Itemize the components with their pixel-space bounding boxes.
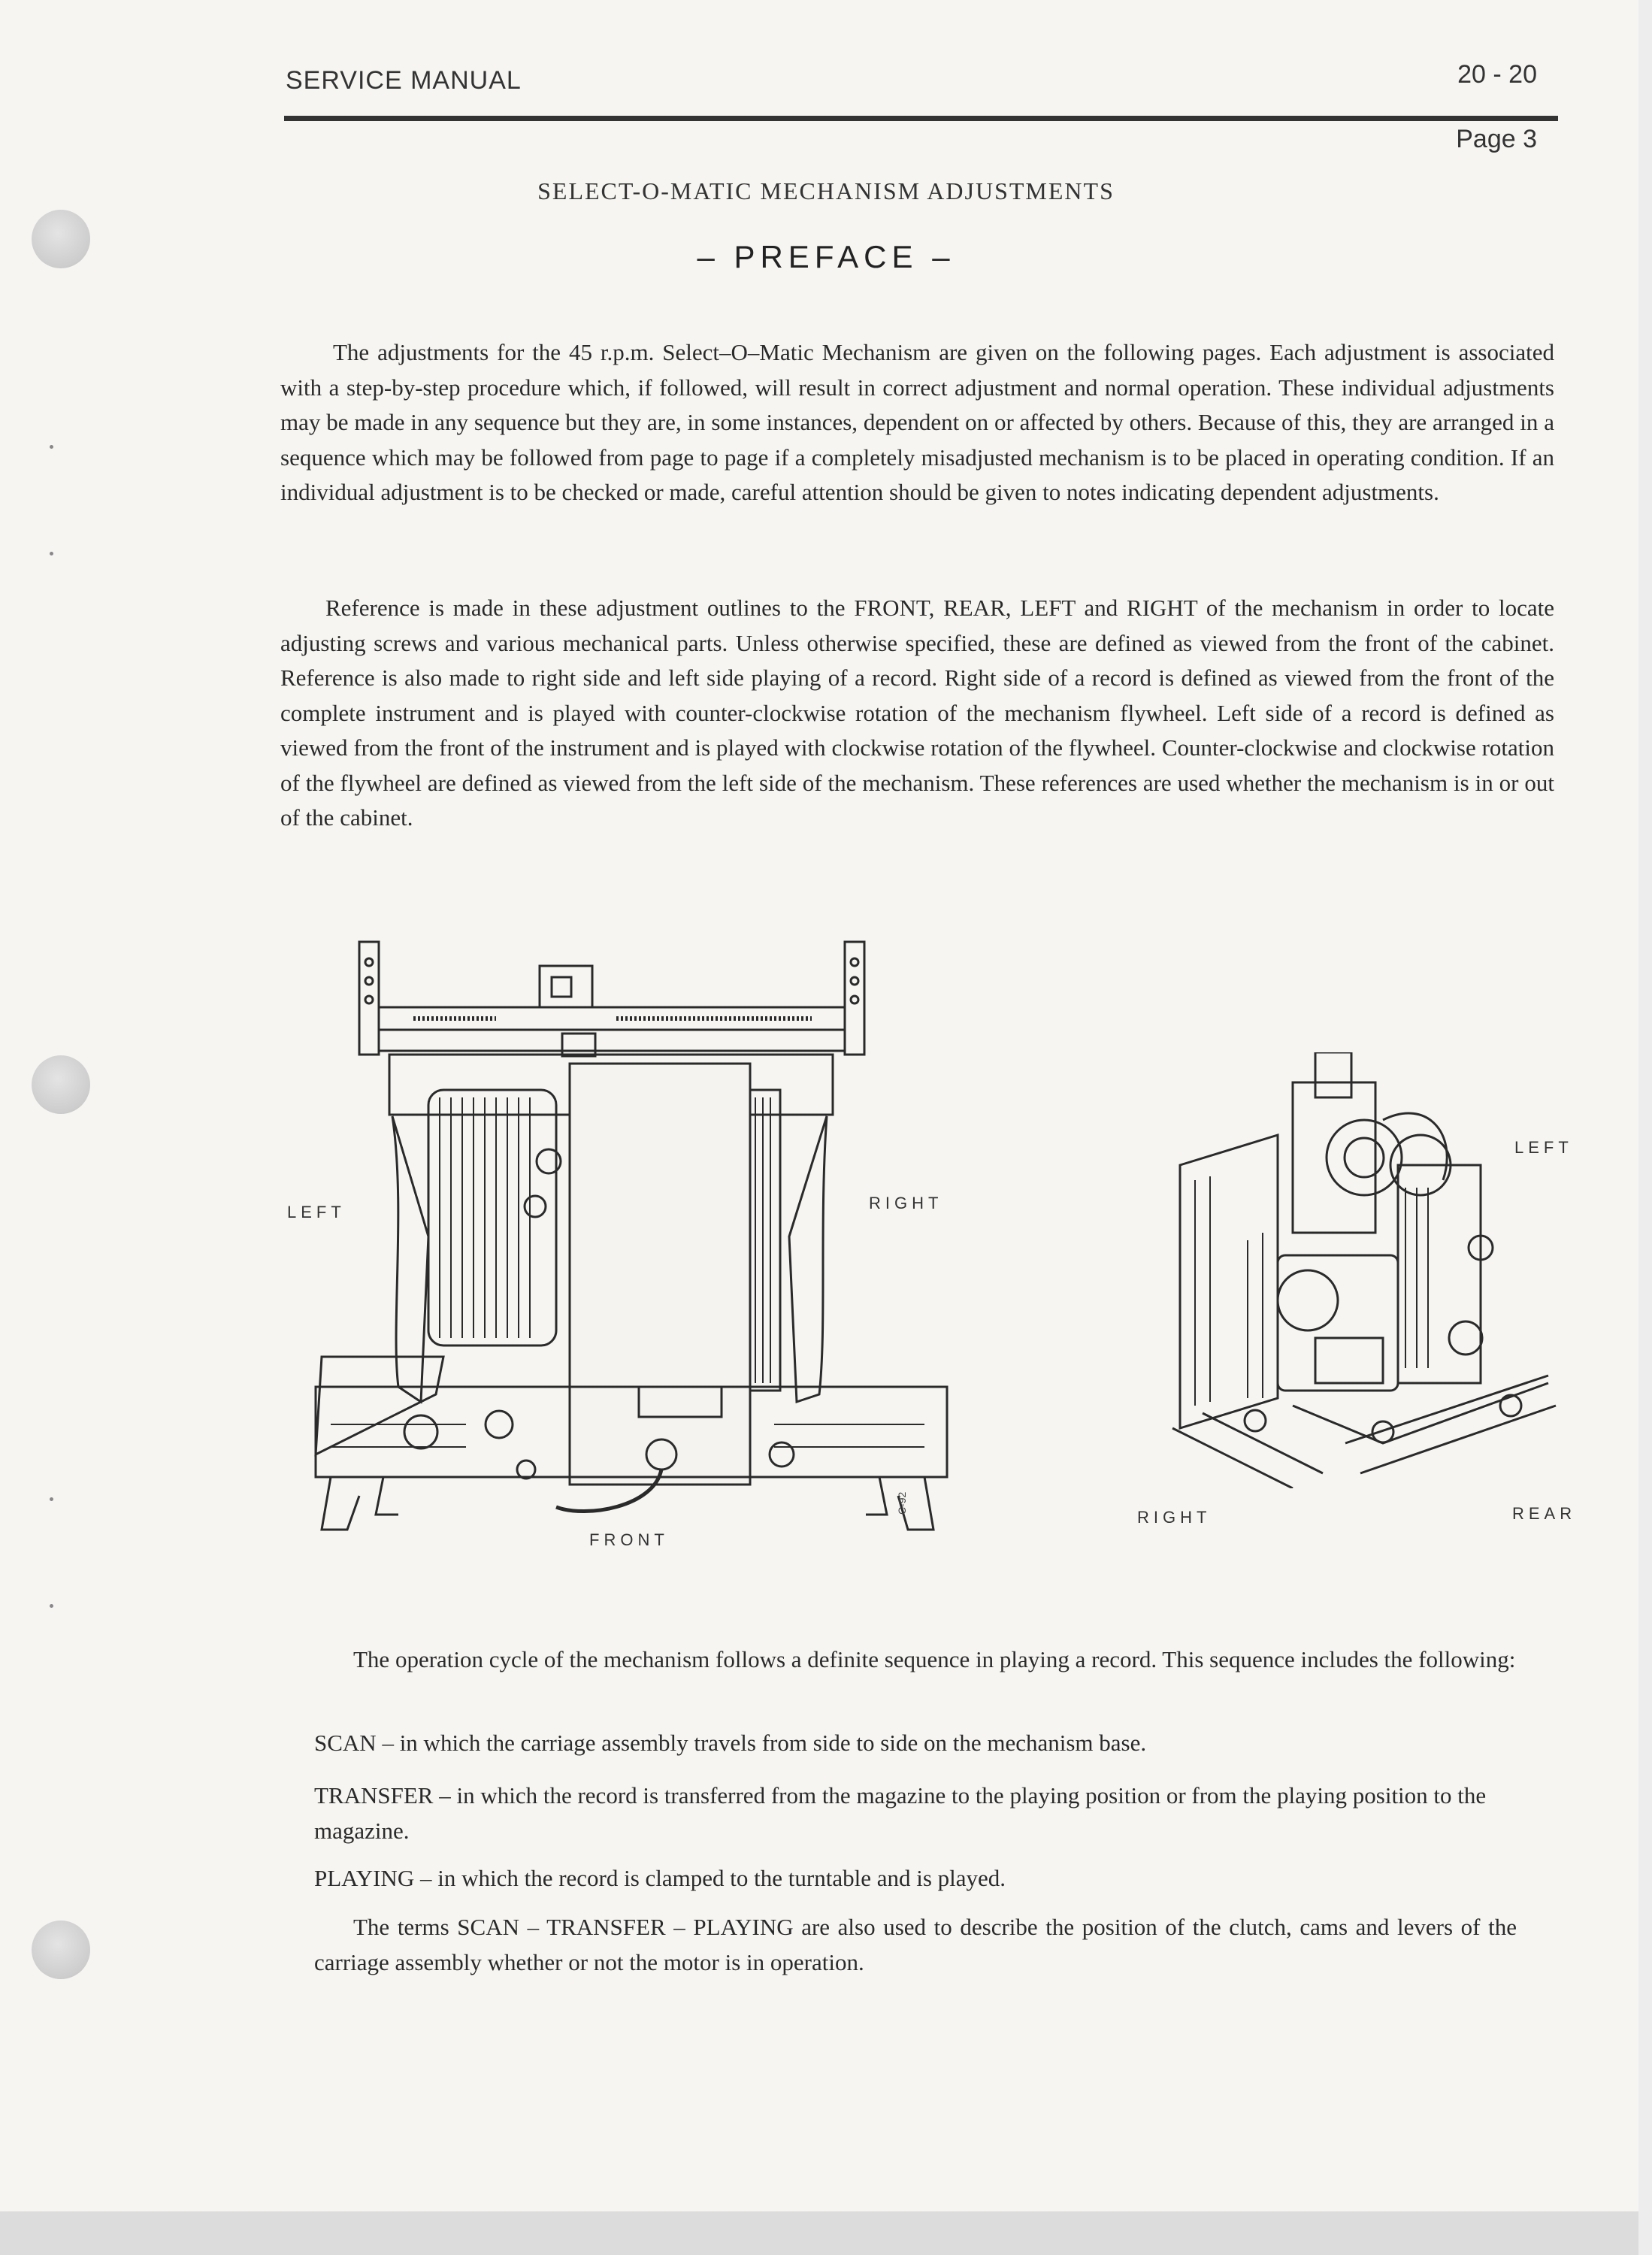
side-view-left-label: LEFT bbox=[1514, 1138, 1573, 1157]
header-section-number: 20 - 20 bbox=[1457, 60, 1537, 89]
figure-code-label: C-92 bbox=[896, 1491, 908, 1515]
preface-paragraph-2: Reference is made in these adjustment outlines to the FRONT, REAR, LEFT and RIGHT of the mechanism in order to locate adjusting screws and various mechanical parts. Unless otherwise specified, these are defined as viewed from the front of the cabinet. Reference is also made to right side and left side playing of a record. Right side of a record is defined as viewed from the front of the complete instrument and is played with counter-clockwise rotation of the mechanism flywheel. Left side of a record is defined as viewed from the front of the instrument and is played with clockwise rotation of the flywheel. Counter-clockwise and clockwise rotation of the flywheel are defined as viewed from the left side of the mechanism. These references are used whether the mechanism is in or out of the cabinet. bbox=[280, 595, 1554, 831]
front-view-front-label: FRONT bbox=[589, 1530, 669, 1549]
term-scan: SCAN – in which the carriage assembly travels from side to side on the mechanism base. bbox=[314, 1730, 1147, 1756]
side-view-right-label: RIGHT bbox=[1137, 1508, 1212, 1527]
front-view-left-label: LEFT bbox=[287, 1203, 346, 1221]
scan-speck bbox=[50, 1604, 53, 1608]
term-transfer: TRANSFER – in which the record is transferred from the magazine to the playing position or from the playing position to the magazine. bbox=[314, 1782, 1487, 1844]
header-manual-title: SERVICE MANUAL bbox=[286, 66, 522, 95]
document-title: SELECT-O-MATIC MECHANISM ADJUSTMENTS bbox=[537, 177, 1115, 204]
scan-right-edge bbox=[1638, 0, 1652, 2255]
term-playing: PLAYING – in which the record is clamped to the turntable and is played. bbox=[314, 1865, 1006, 1891]
mechanism-front-illustration bbox=[301, 936, 977, 1537]
binder-hole bbox=[32, 1921, 90, 1979]
operation-cycle-paragraph: The operation cycle of the mechanism follows a definite sequence in playing a record. This sequence includes the following: bbox=[353, 1646, 1516, 1672]
scan-speck bbox=[50, 1497, 53, 1501]
scan-bottom-edge bbox=[0, 2211, 1652, 2255]
binder-hole bbox=[32, 1055, 90, 1114]
header-rule bbox=[284, 116, 1558, 121]
preface-heading: – PREFACE – bbox=[697, 239, 955, 274]
scan-speck bbox=[50, 445, 53, 449]
side-view-rear-label: REAR bbox=[1512, 1504, 1577, 1523]
page-number: Page 3 bbox=[1456, 125, 1537, 153]
mechanism-front-view-figure bbox=[301, 936, 977, 1537]
mechanism-side-view-figure bbox=[1157, 1052, 1563, 1488]
scan-speck bbox=[50, 552, 53, 555]
mechanism-side-illustration bbox=[1157, 1052, 1563, 1488]
front-view-right-label: RIGHT bbox=[869, 1194, 943, 1212]
preface-paragraph-1: The adjustments for the 45 r.p.m. Select–O–Matic Mechanism are given on the following pages. Each adjustment is associated with a step-by-step procedure which, if followed, will result in correct adjustment and normal operation. These individual adjustments may be made in any sequence but they are, in some instances, dependent on or affected by others. Because of this, they are arranged in a sequence which may be followed from page to page if a completely misadjusted mechanism is to be placed in operating condition. If an individual adjustment is to be checked or made, careful attention should be given to notes indicating dependent adjustments. bbox=[280, 339, 1554, 505]
terms-usage-paragraph: The terms SCAN – TRANSFER – PLAYING are also used to describe the position of the clutch, cams and levers of the carriage assembly whether or not the motor is in operation. bbox=[314, 1914, 1517, 1975]
